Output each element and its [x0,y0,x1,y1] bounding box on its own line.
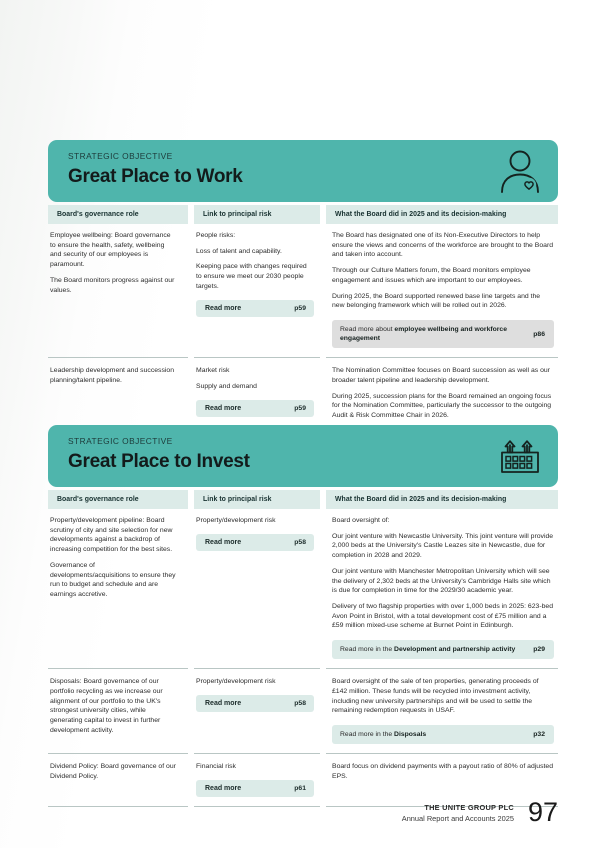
read-more-in-link[interactable] [332,725,554,744]
paragraph: Keeping pace with changes required to ensure we meet our 2030 people targets. [196,263,307,290]
paragraph: Disposals: Board governance of our portfolio recycling as we increase our alignment of our portfolio to the UK's strongest university cities, while generating capital to invest in further development activity. [50,678,163,734]
cell-governance [48,753,188,806]
paragraph: Employee wellbeing: Board governance to ensure the health, safety, wellbeing and security of our employees is paramount. [50,232,171,269]
read-more-in-page: p32 [533,731,545,739]
paragraph: Leadership development and succession planning/talent pipeline. [50,367,175,384]
governance-table-work [48,205,558,461]
cell-risk [194,224,320,357]
strategic-objective-banner-work [48,140,558,202]
read-more-label: Read more [205,404,242,412]
paragraph: Board focus on dividend payments with a payout ratio of 80% of adjusted EPS. [332,763,554,780]
column-header-risk: Link to principal risk [194,205,320,224]
read-more-in-label: Read more in the Disposals [340,731,427,739]
paragraph: Financial risk [196,763,236,771]
paragraph: Our joint venture with Manchester Metropolitan University which will see the delivery of 2,302 beds at the University's Cambridge Halls site which is due for completion in time for the 2029/30 academic year. [332,567,551,595]
strategic-objective-banner-invest [48,425,558,487]
read-more-link[interactable] [196,780,314,797]
governance-table-invest [48,490,558,809]
cell-action [326,753,558,806]
column-header-governance: Board's governance role [48,205,188,224]
footer-text [402,803,514,823]
paragraph: During 2025, the Board supported renewed base line targets and the new belonging framework which will be rolled out in 2026. [332,292,541,310]
read-more-in-page: p29 [533,646,545,654]
cell-risk [194,753,320,806]
paragraph: Dividend Policy: Board governance of our Dividend Policy. [50,763,176,780]
cell-governance [48,509,188,668]
read-more-link[interactable] [196,400,314,417]
cell-governance [48,668,188,753]
cell-action [326,224,558,357]
table-row [48,224,558,357]
read-more-link[interactable] [196,695,314,712]
page-number: 97 [527,797,558,827]
paragraph: Supply and demand [196,382,257,390]
paragraph: Governance of developments/acquisitions to ensure they run to budget and schedule and are earnings accretive. [50,561,176,598]
paragraph: The Board monitors progress against our values. [50,276,175,294]
paragraph: Our joint venture with Newcastle University. This joint venture will provide 2,000 beds at the University's Castle Leazes site in Newcastle, due for completion in 2028 and 2029. [332,532,554,560]
paragraph: Market risk [196,367,230,375]
read-more-page: p59 [294,404,306,412]
banner-title: Great Place to Invest [68,451,250,472]
paragraph: The Nomination Committee focuses on Board succession as well as our broader talent pipeline and leadership development. [332,367,550,384]
banner-title: Great Place to Work [68,166,243,187]
table-header-row [48,490,558,509]
read-more-page: p61 [294,784,306,792]
table-row [48,509,558,668]
cell-action [326,668,558,753]
read-more-link[interactable] [196,300,314,317]
building-trees-icon [496,433,544,479]
cell-risk [194,668,320,753]
paragraph: Board oversight of: [332,517,390,524]
paragraph: Board oversight of the sale of ten properties, generating proceeds of £142 million. These funds will be recycled into investment activity, including new university partnerships and will be used to settle the remaining redemption requests in USAF. [332,678,539,715]
column-header-action: What the Board did in 2025 and its decision-making [326,205,558,224]
read-more-page: p58 [294,538,306,546]
footer-company-name: THE UNITE GROUP PLC [424,802,514,812]
banner-eyebrow: STRATEGIC OBJECTIVE [68,151,173,161]
paragraph: Property/development risk [196,517,276,524]
read-more-in-link[interactable] [332,640,554,659]
read-more-label: Read more [205,699,242,707]
table-header-row [48,205,558,224]
paragraph: Property/development pipeline: Board scrutiny of city and site selection for new developments against a backdrop of increasing competition for the best sites. [50,517,173,554]
cell-governance [48,224,188,357]
table-row [48,753,558,806]
read-more-page: p58 [294,699,306,707]
banner-eyebrow: STRATEGIC OBJECTIVE [68,436,173,446]
paragraph: Through our Culture Matters forum, the Board monitors employee engagement and issues which are important to our employees. [332,267,531,284]
paragraph: Property/development risk [196,678,276,686]
paragraph: The Board has designated one of its Non-Executive Directors to help ensure the views and concerns of the workforce are brought to the Board and taken into account. [332,232,554,259]
column-header-action: What the Board did in 2025 and its decision-making [326,490,558,509]
read-more-label: Read more [205,304,242,312]
column-header-risk: Link to principal risk [194,490,320,509]
cell-action [326,509,558,668]
page-footer [402,799,558,826]
person-heart-icon [496,148,544,194]
paragraph: Delivery of two flagship properties with over 1,000 beds in 2025: 623-bed Avon Point in Bristol, with a total development cost of £75 million and a £59 million mixed-use scheme at Burnet Point in Edinburgh. [332,602,554,630]
read-more-about-label: Read more about employee wellbeing and workforce engagement [340,325,507,343]
read-more-about-link[interactable] [332,320,554,348]
paragraph: People risks: [196,232,236,239]
paragraph: Loss of talent and capability. [196,247,282,255]
read-more-label: Read more [205,538,242,546]
read-more-link[interactable] [196,534,314,551]
read-more-label: Read more [205,784,242,792]
table-row [48,668,558,753]
read-more-about-page: p86 [533,330,545,338]
footer-report-title: Annual Report and Accounts 2025 [401,813,514,823]
paragraph: During 2025, succession plans for the Board remained an ongoing focus for the Nomination Committee, particularly the successor to the outgoing Audit & Risk Committee Chair in 2026. [332,392,552,420]
cell-risk [194,509,320,668]
read-more-page: p59 [294,304,306,312]
read-more-in-label: Read more in the Development and partnership activity [340,646,516,654]
column-header-governance: Board's governance role [48,490,188,509]
